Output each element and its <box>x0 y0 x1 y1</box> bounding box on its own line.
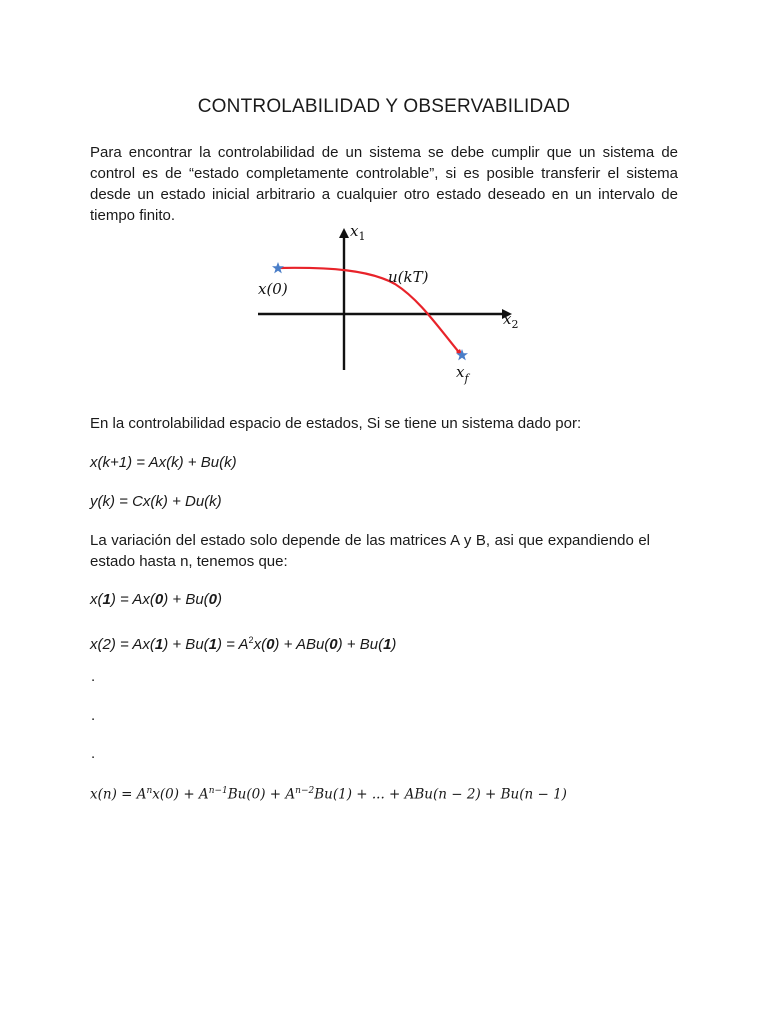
state-space-intro: En la controlabilidad espacio de estados, Si se tiene un sistema dado por: <box>90 415 582 432</box>
variation-paragraph: La variación del estado solo depende de las matrices A y B, asi que expandiendo el estado hasta n, tenemos que: <box>90 532 650 570</box>
output-equation: y(k) = Cx(k) + Du(k) <box>90 493 222 510</box>
start-point-label: x(0) <box>258 280 288 298</box>
x2-axis-label: $x_2$ <box>503 310 519 331</box>
equation-xn: $x(n) = A^nx(0) + A^{n-1}Bu(0) + A^{n-2}Bu(1)$ + ... + ABu(n − 2) + Bu(n − 1) <box>90 786 567 803</box>
final-point-label: $x_f$ <box>456 363 469 385</box>
state-trajectory-figure <box>240 222 530 390</box>
page-title: CONTROLABILIDAD Y OBSERVABILIDAD <box>197 96 571 117</box>
state-equation: x(k+1) = Ax(k) + Bu(k) <box>90 454 237 471</box>
ellipsis-dot: . <box>91 745 96 762</box>
x1-axis-arrow <box>339 228 349 238</box>
ellipsis-dot: . <box>91 707 96 724</box>
equation-x1: x(1) = Ax(0) + Bu(0) <box>90 591 223 608</box>
control-input-label: u(kT) <box>388 268 429 286</box>
ellipsis-dot: . <box>91 668 96 685</box>
intro-paragraph: Para encontrar la controlabilidad de un sistema se debe cumplir que un sistema de control es de “estado completamente controlable”, si es posible transferir el sistema desde un estado inicial arbitrario a cualquier otro estado deseado en un intervalo de tiempo finito. <box>90 144 678 224</box>
equation-x2: $x(2) = Ax(1) + Bu(1) = A^2x(0) + ABu(0) + Bu(1)$ <box>90 635 397 653</box>
x1-axis-label: $x_1$ <box>350 222 366 243</box>
trajectory-curve <box>278 268 462 356</box>
